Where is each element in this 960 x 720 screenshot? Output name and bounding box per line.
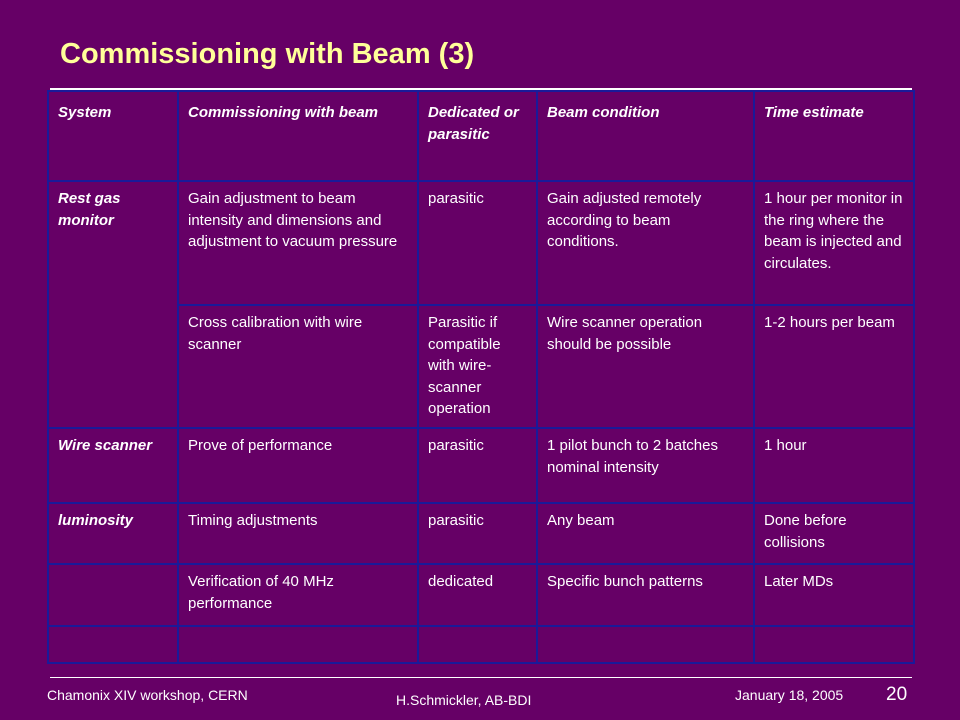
commissioning-table bbox=[47, 90, 915, 664]
beam-condition-cell: Gain adjusted remotely according to beam conditions. bbox=[537, 181, 754, 305]
mode-cell: parasitic bbox=[418, 428, 537, 503]
system-cell bbox=[48, 564, 178, 626]
beam-condition-cell: Specific bunch patterns bbox=[537, 564, 754, 626]
empty-cell bbox=[178, 626, 418, 663]
header-cell-system: System bbox=[48, 91, 178, 181]
header-cell-beam-condition: Beam condition bbox=[537, 91, 754, 181]
footer-author: H.Schmickler, AB-BDI bbox=[396, 692, 532, 708]
commissioning-cell: Verification of 40 MHz performance bbox=[178, 564, 418, 626]
system-cell: Wire scanner bbox=[48, 428, 178, 503]
page-number: 20 bbox=[886, 684, 908, 705]
system-cell: Rest gas monitor bbox=[48, 181, 178, 428]
beam-condition-cell: 1 pilot bunch to 2 batches nominal intensity bbox=[537, 428, 754, 503]
commissioning-cell: Timing adjustments bbox=[178, 503, 418, 564]
time-cell: Done before collisions bbox=[754, 503, 914, 564]
mode-cell: parasitic bbox=[418, 503, 537, 564]
mode-cell: parasitic bbox=[418, 181, 537, 305]
system-cell: luminosity bbox=[48, 503, 178, 564]
header-cell-commissioning: Commissioning with beam bbox=[178, 91, 418, 181]
header-cell-time: Time estimate bbox=[754, 91, 914, 181]
mode-cell: Parasitic if compatible with wire-scanner operation bbox=[418, 305, 537, 428]
footer-divider bbox=[50, 677, 912, 678]
header-cell-mode: Dedicated or parasitic bbox=[418, 91, 537, 181]
commissioning-cell: Cross calibration with wire scanner bbox=[178, 305, 418, 428]
table-row bbox=[48, 564, 914, 626]
table-header-row bbox=[48, 91, 914, 181]
beam-condition-cell: Any beam bbox=[537, 503, 754, 564]
time-cell: 1 hour per monitor in the ring where the beam is injected and circulates. bbox=[754, 181, 914, 305]
table-row bbox=[48, 305, 914, 428]
time-cell: Later MDs bbox=[754, 564, 914, 626]
table-row bbox=[48, 181, 914, 305]
empty-cell bbox=[418, 626, 537, 663]
empty-cell bbox=[48, 626, 178, 663]
empty-cell bbox=[754, 626, 914, 663]
commissioning-cell: Gain adjustment to beam intensity and dimensions and adjustment to vacuum pressure bbox=[178, 181, 418, 305]
footer-event: Chamonix XIV workshop, CERN bbox=[47, 687, 248, 703]
beam-condition-cell: Wire scanner operation should be possible bbox=[537, 305, 754, 428]
table-row bbox=[48, 428, 914, 503]
footer-date: January 18, 2005 bbox=[735, 687, 844, 703]
empty-table-row bbox=[48, 626, 914, 663]
table-row bbox=[48, 503, 914, 564]
empty-cell bbox=[537, 626, 754, 663]
time-cell: 1-2 hours per beam bbox=[754, 305, 914, 428]
slide-title: Commissioning with Beam (3) bbox=[60, 38, 475, 70]
time-cell: 1 hour bbox=[754, 428, 914, 503]
mode-cell: dedicated bbox=[418, 564, 537, 626]
commissioning-cell: Prove of performance bbox=[178, 428, 418, 503]
